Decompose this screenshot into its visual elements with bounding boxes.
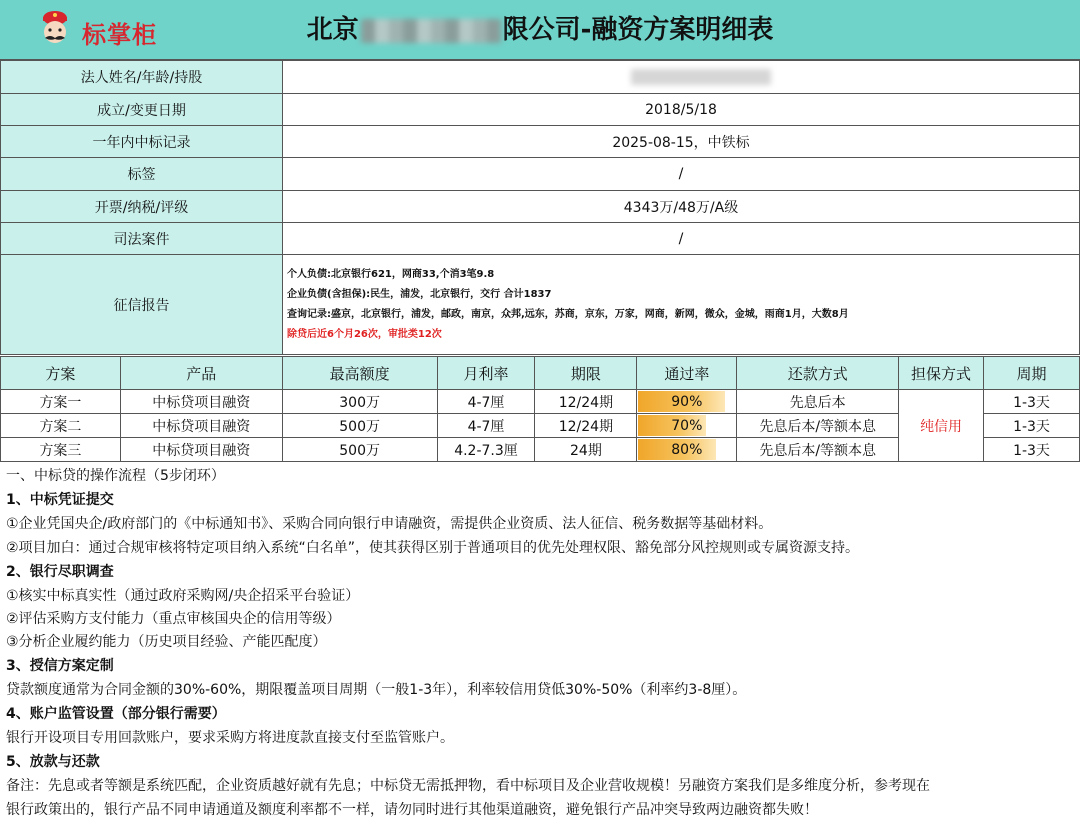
plan-pass-rate: 90% <box>637 390 737 414</box>
plan-rate: 4-7厘 <box>437 414 535 438</box>
info-label: 法人姓名/年龄/持股 <box>1 61 283 94</box>
credit-report <box>283 255 1080 355</box>
info-value: 2025-08-15，中铁标 <box>283 126 1080 158</box>
plan-pass-rate: 70% <box>637 414 737 438</box>
sheet-header <box>0 0 1080 60</box>
brand-logo <box>30 8 170 52</box>
step-detail: ②评估采购方支付能力（重点审核国央企的信用等级） <box>6 611 341 627</box>
plan-repay: 先息后本/等额本息 <box>737 414 899 438</box>
info-label: 司法案件 <box>1 223 283 255</box>
step-heading: 1、中标凭证提交 <box>6 492 114 508</box>
credit-line-queries: 查询记录:盛京，北京银行，浦发，邮政，南京，众邦,远东，苏商，京东，万家，网商，新网，微众，金城，雨商1月，大数8月 <box>287 308 849 320</box>
info-value: 4343万/48万/A级 <box>283 191 1080 223</box>
remark-line: 银行政策出的，银行产品不同申请通道及额度利率都不一样，请勿同时进行其他渠道融资，避免银行产品冲突导致两边融资都失败！ <box>6 802 818 818</box>
plan-repay: 先息后本 <box>737 390 899 414</box>
plan-cycle: 1-3天 <box>984 414 1080 438</box>
info-row <box>1 158 1080 191</box>
info-row <box>1 191 1080 223</box>
redacted-legal-person <box>631 69 771 85</box>
plan-cycle: 1-3天 <box>984 438 1080 462</box>
plan-header: 通过率 <box>637 357 737 390</box>
step-heading: 2、银行尽职调查 <box>6 564 114 580</box>
info-row <box>1 94 1080 126</box>
plan-product: 中标贷项目融资 <box>120 438 282 462</box>
step-heading: 3、授信方案定制 <box>6 658 114 674</box>
step-detail: 贷款额度通常为合同金额的30%-60%，期限覆盖项目周期（一般1-3年），利率较信用贷低30%-50%（利率约3-8厘）。 <box>6 682 747 698</box>
plan-term: 12/24期 <box>535 414 637 438</box>
step-heading: 5、放款与还款 <box>6 754 100 770</box>
plan-repay: 先息后本/等额本息 <box>737 438 899 462</box>
plan-term: 12/24期 <box>535 390 637 414</box>
plan-header: 方案 <box>1 357 121 390</box>
plan-header: 最高额度 <box>282 357 437 390</box>
plan-header: 期限 <box>535 357 637 390</box>
logo-text: 标掌柜 <box>82 21 157 49</box>
plan-limit: 300万 <box>282 390 437 414</box>
step-detail: ②项目加白：通过合规审核将特定项目纳入系统“白名单”，使其获得区别于普通项目的优先处理权限、豁免部分风控规则或专属资源支持。 <box>6 540 860 556</box>
step-detail: 银行开设项目专用回款账户，要求采购方将进度款直接支付至监管账户。 <box>6 730 454 746</box>
info-label: 标签 <box>1 158 283 191</box>
plan-name: 方案二 <box>1 414 121 438</box>
credit-alert: 除贷后近6个月26次，审批类12次 <box>287 328 442 340</box>
plan-header: 产品 <box>120 357 282 390</box>
plan-header-row <box>1 357 1080 390</box>
plan-header: 月利率 <box>437 357 535 390</box>
credit-line-enterprise: 企业负债(含担保):民生，浦发，北京银行，交行 合计1837 <box>287 288 552 300</box>
plan-header: 周期 <box>984 357 1080 390</box>
plan-cycle: 1-3天 <box>984 390 1080 414</box>
info-value: 2018/5/18 <box>283 94 1080 126</box>
plan-name: 方案一 <box>1 390 121 414</box>
notes-intro: 一、中标贷的操作流程（5步闭环） <box>6 468 225 484</box>
remark-line: 备注：先息或者等额是系统匹配，企业资质越好就有先息；中标贷无需抵押物，看中标项目及企业营收规模！另融资方案我们是多维度分析，参考现在 <box>6 778 930 794</box>
plan-name: 方案三 <box>1 438 121 462</box>
info-value: / <box>283 158 1080 191</box>
plan-header: 担保方式 <box>899 357 984 390</box>
info-value <box>283 61 1080 94</box>
plan-product: 中标贷项目融资 <box>120 390 282 414</box>
plan-row <box>1 390 1080 414</box>
plan-product: 中标贷项目融资 <box>120 414 282 438</box>
plan-guarantee: 纯信用 <box>899 390 984 462</box>
info-value: / <box>283 223 1080 255</box>
plan-limit: 500万 <box>282 414 437 438</box>
info-label: 一年内中标记录 <box>1 126 283 158</box>
redacted-company-name <box>361 19 501 43</box>
info-row <box>1 126 1080 158</box>
company-info-table <box>0 60 1080 355</box>
step-detail: ③分析企业履约能力（历史项目经验、产能匹配度） <box>6 634 327 650</box>
info-row <box>1 223 1080 255</box>
plan-term: 24期 <box>535 438 637 462</box>
info-label: 成立/变更日期 <box>1 94 283 126</box>
info-row <box>1 61 1080 94</box>
step-detail: ①企业凭国央企/政府部门的《中标通知书》、采购合同向银行申请融资，需提供企业资质、法人征信、税务数据等基础材料。 <box>6 516 773 532</box>
info-label: 开票/纳税/评级 <box>1 191 283 223</box>
plan-rate: 4-7厘 <box>437 390 535 414</box>
mascot-icon <box>36 10 74 50</box>
title-prefix: 北京 <box>306 15 359 45</box>
credit-row <box>1 255 1080 355</box>
plan-header: 还款方式 <box>737 357 899 390</box>
plan-rate: 4.2-7.3厘 <box>437 438 535 462</box>
step-heading: 4、账户监管设置（部分银行需要） <box>6 706 226 722</box>
plan-table <box>0 356 1080 462</box>
step-detail: ①核实中标真实性（通过政府采购网/央企招采平台验证） <box>6 588 360 604</box>
plan-limit: 500万 <box>282 438 437 462</box>
credit-line-personal: 个人负债:北京银行621，网商33,个消3笔9.8 <box>287 268 495 280</box>
credit-label: 征信报告 <box>1 255 283 355</box>
title-suffix: 限公司-融资方案明细表 <box>502 15 774 45</box>
plan-pass-rate: 80% <box>637 438 737 462</box>
